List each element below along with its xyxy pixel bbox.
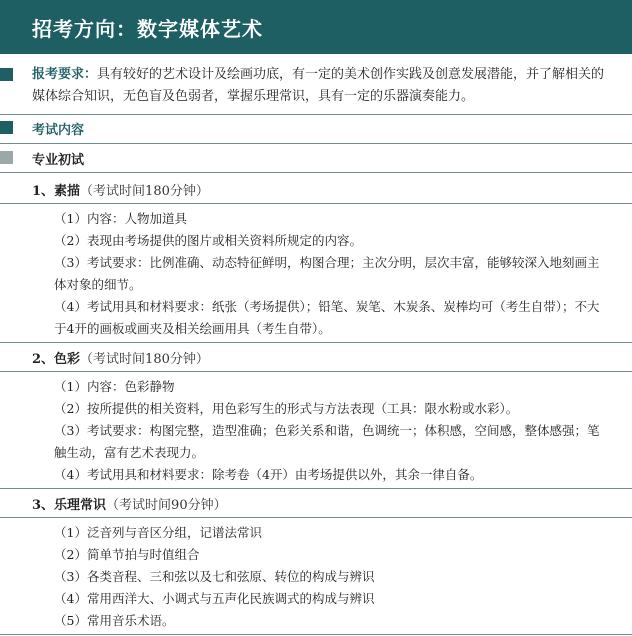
section-note: （考试时间90分钟） [106, 498, 227, 513]
divider [0, 143, 632, 144]
section-heading-sketch [32, 180, 209, 199]
section-marker [0, 68, 13, 81]
list-item: （3）考试要求：比例准确、动态特征鲜明，构图合理；主次分明，层次丰富，能够较深入地刻画主体对象的细节。 [54, 255, 600, 292]
section-note: （考试时间180分钟） [80, 184, 209, 199]
section-heading: 1、素描 [32, 184, 81, 199]
requirement-block [0, 64, 632, 108]
exam-section-row [0, 118, 632, 138]
divider [0, 203, 632, 204]
section-note: （考试时间180分钟） [80, 352, 209, 367]
divider [0, 517, 632, 518]
divider [0, 488, 632, 489]
list-item: （2）表现由考场提供的图片或相关资料所规定的内容。 [54, 233, 362, 248]
list-item: （5）常用音乐术语。 [54, 613, 175, 628]
divider [0, 634, 632, 635]
list-item: （3）各类音程、三和弦以及七和弦原、转位的构成与辨识 [54, 569, 375, 584]
list-item: （1）内容：色彩静物 [54, 379, 175, 394]
section-heading: 2、色彩 [32, 352, 81, 367]
list-item: （1）泛音列与音区分组，记谱法常识 [54, 525, 262, 540]
section-heading: 3、乐理常识 [32, 498, 107, 513]
requirement-label: 报考要求： [32, 67, 98, 82]
page-title: 招考方向：数字媒体艺术 [32, 16, 263, 41]
prelim-title: 专业初试 [32, 153, 85, 168]
list-item: （2）简单节拍与时值组合 [54, 547, 200, 562]
requirement-text [32, 64, 612, 108]
divider [0, 114, 632, 115]
section-heading-music [32, 494, 227, 513]
list-item: （2）按所提供的相关资料，用色彩写生的形式与方法表现（工具：限水粉或水彩）。 [54, 401, 519, 416]
list-item: （4）考试用具和材料要求：除考卷（4开）由考场提供以外，其余一律自备。 [54, 467, 483, 482]
section-marker [0, 151, 13, 164]
list-item: （1）内容：人物加道具 [54, 211, 187, 226]
section-heading-color [32, 348, 209, 367]
list-item: （3）考试要求：构图完整，造型准确；色彩关系和谐，色调统一；体积感，空间感，整体感强；笔触生动，富有艺术表现力。 [54, 423, 600, 460]
list-item: （4）考试用具和材料要求：纸张（考场提供）；铅笔、炭笔、木炭条、炭棒均可（考生自带）；不大于4开的画板或画夹及相关绘画用具（考生自带）。 [54, 299, 600, 336]
requirement-body: 具有较好的艺术设计及绘画功底，有一定的美术创作实践及创意发展潜能，并了解相关的媒体综合知识，无色盲及色弱者，掌握乐理常识，具有一定的乐器演奏能力。 [32, 67, 605, 104]
page-header [0, 0, 632, 54]
divider [0, 342, 632, 343]
divider [0, 371, 632, 372]
list-item: （4）常用西洋大、小调式与五声化民族调式的构成与辨识 [54, 591, 375, 606]
exam-section-title: 考试内容 [32, 123, 85, 138]
section-marker [0, 121, 13, 134]
divider [0, 172, 632, 173]
prelim-row [0, 148, 632, 168]
